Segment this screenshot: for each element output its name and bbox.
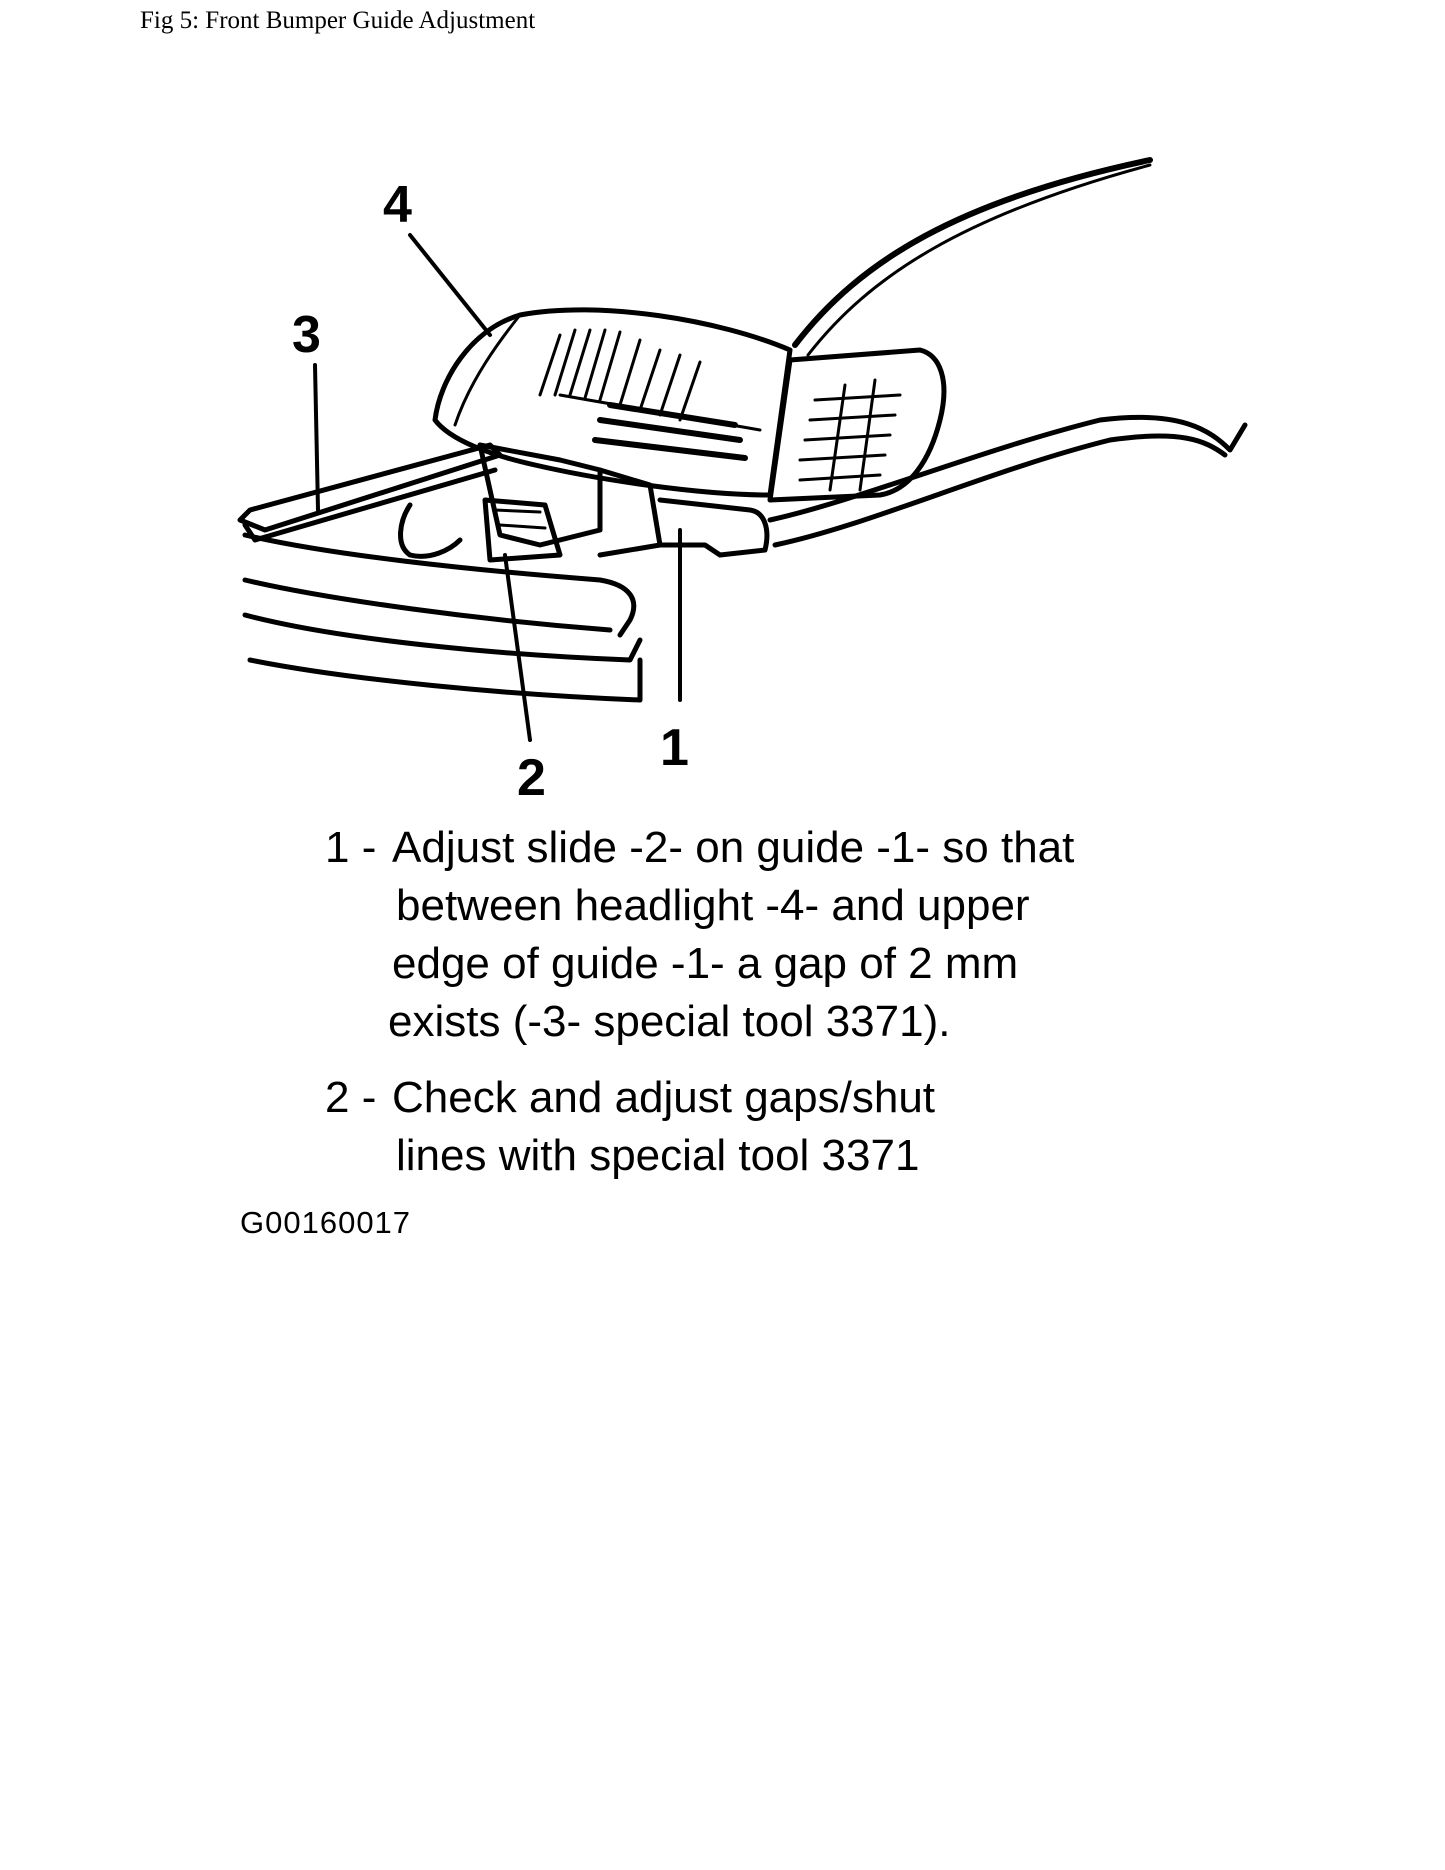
- fender-line: [795, 160, 1150, 345]
- callout-2: 2: [517, 749, 546, 807]
- figure-code: G00160017: [240, 1205, 412, 1240]
- figure-caption: Fig 5: Front Bumper Guide Adjustment: [140, 7, 536, 34]
- bumper-line-4: [250, 660, 640, 700]
- leader-line-4: [410, 235, 490, 335]
- instruction-2-line-2: lines with special tool 3371: [396, 1131, 920, 1180]
- instruction-2: [325, 1069, 935, 1185]
- callout-4: 4: [383, 176, 412, 234]
- instruction-1-line-2: between headlight -4- and upper: [396, 881, 1030, 930]
- instruction-1-line-3: edge of guide -1- a gap of 2 mm: [392, 939, 1019, 988]
- guide-bracket: [660, 500, 767, 555]
- headlight-bracket: [480, 445, 600, 545]
- instruction-2-number: 2 -: [325, 1073, 377, 1122]
- leader-line-3: [315, 365, 318, 510]
- bumper-line-2: [245, 580, 610, 630]
- callout-1: 1: [660, 719, 689, 777]
- bumper-line-3: [245, 615, 640, 660]
- instruction-1-number: 1 -: [325, 823, 377, 872]
- bumper-line-1: [245, 535, 634, 635]
- special-tool-rail: [240, 445, 500, 530]
- fender-line-inner: [808, 165, 1150, 355]
- headlight-bumper-illustration: [0, 0, 1445, 820]
- body-panel-edge-lower: [775, 436, 1225, 545]
- callout-3: 3: [292, 306, 321, 364]
- leader-line-2: [505, 555, 530, 740]
- instruction-1-line-1: Adjust slide -2- on guide -1- so that: [392, 823, 1075, 872]
- instruction-1: [325, 819, 1074, 1051]
- instruction-1-line-4: exists (-3- special tool 3371).: [388, 997, 951, 1046]
- instruction-2-line-1: Check and adjust gaps/shut: [392, 1073, 936, 1122]
